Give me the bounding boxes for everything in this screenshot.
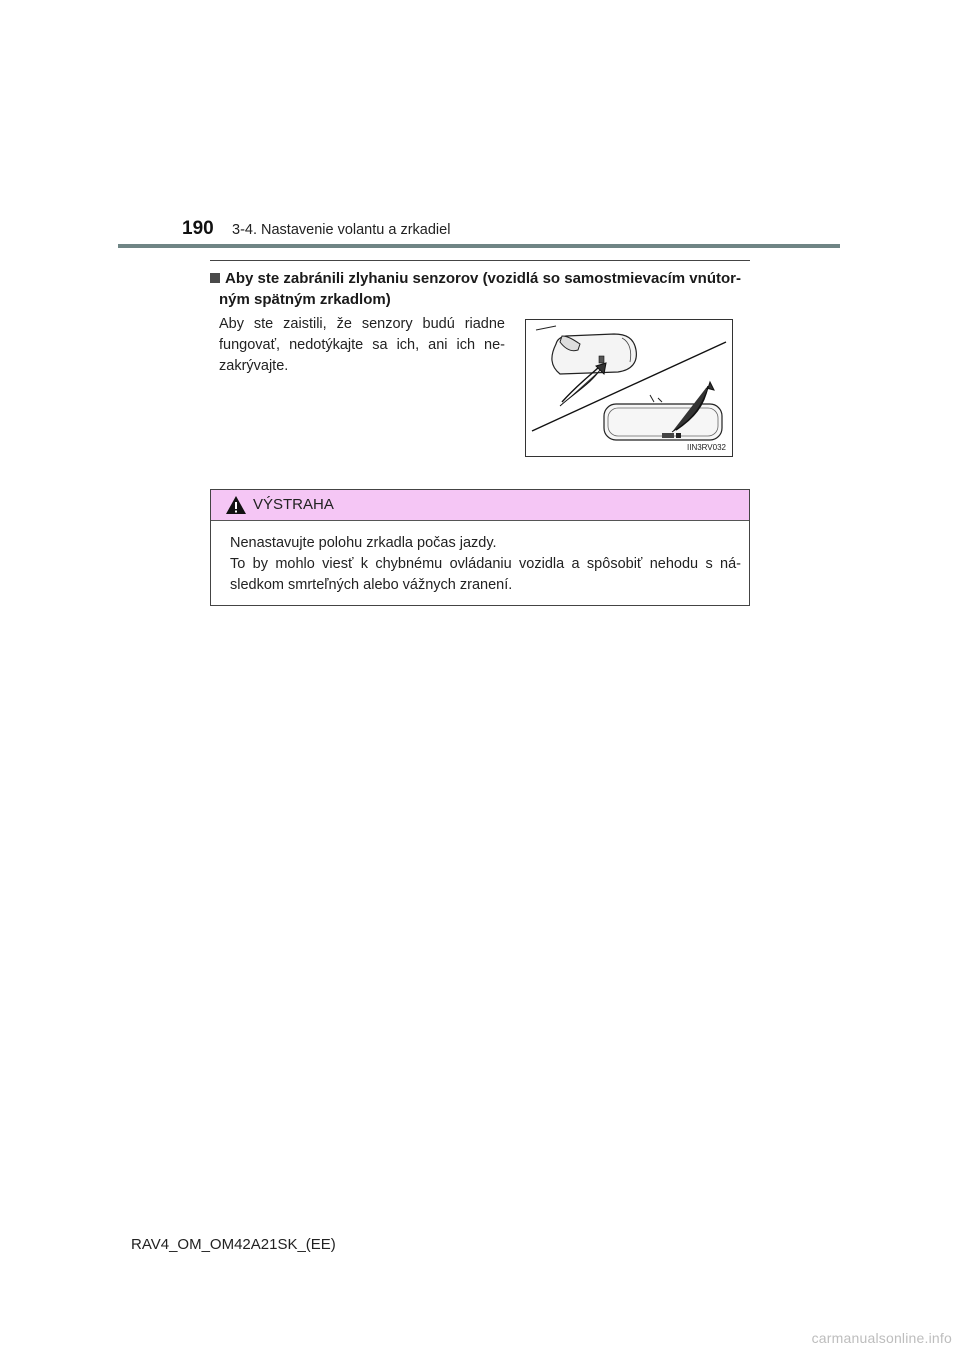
warning-box bbox=[210, 489, 750, 606]
mirror-illustration bbox=[526, 320, 732, 456]
warning-line3: sledkom smrteľných alebo vážnych zranení. bbox=[230, 577, 513, 593]
watermark: carmanualsonline.info bbox=[811, 1330, 952, 1346]
warning-triangle-icon bbox=[225, 495, 247, 515]
warning-title: VÝSTRAHA bbox=[253, 496, 334, 513]
warning-header bbox=[211, 490, 749, 521]
page-number: 190 bbox=[182, 218, 214, 239]
section-title: 3-4. Nastavenie volantu a zrkadiel bbox=[232, 222, 451, 238]
warning-line2: To by mohlo viesť k chybnému ovládaniu vozidla a spôsobiť nehodu s ná- bbox=[230, 556, 741, 572]
mirror-sensor-figure bbox=[525, 319, 733, 457]
body-paragraph: Aby ste zaistili, že senzory budú riadne fungovať, nedotýkajte sa ich, ani ich ne-zakrývajte. bbox=[219, 316, 505, 374]
square-bullet-icon bbox=[210, 273, 220, 283]
content-divider bbox=[210, 260, 750, 261]
warning-body bbox=[211, 521, 749, 596]
subheading-line2: ným spätným zrkadlom) bbox=[219, 291, 391, 308]
figure-code: IIN3RV032 bbox=[687, 443, 726, 452]
header-rule bbox=[118, 244, 840, 248]
warning-line1: Nenastavujte polohu zrkadla počas jazdy. bbox=[230, 535, 497, 551]
footer-document-id: RAV4_OM_OM42A21SK_(EE) bbox=[131, 1236, 336, 1253]
subheading bbox=[210, 268, 755, 310]
subheading-line1: Aby ste zabránili zlyhaniu senzorov (vozidlá so samostmievacím vnútor- bbox=[225, 270, 741, 287]
